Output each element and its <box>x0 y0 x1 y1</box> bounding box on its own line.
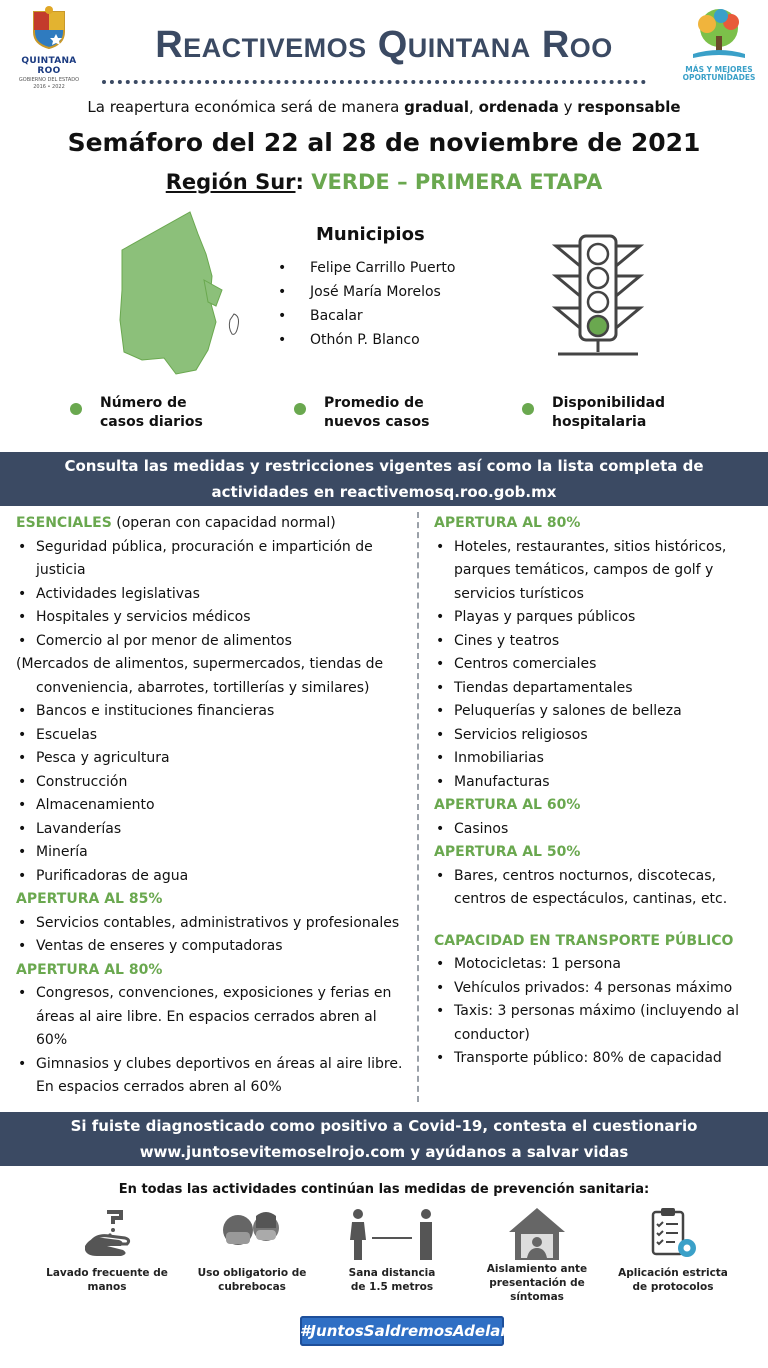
green-status-dot <box>294 403 306 415</box>
list-item <box>278 328 455 352</box>
indicator-label <box>100 394 203 432</box>
prevention-label <box>327 1266 457 1294</box>
section-apertura-80: APERTURA AL 80% <box>16 961 163 978</box>
section-title: ESENCIALES <box>16 515 112 531</box>
indicator-line: Disponibilidad <box>552 395 666 411</box>
list-item: • Almacenamiento <box>16 794 408 818</box>
municipio-name: José María Morelos <box>310 284 441 300</box>
right-column <box>434 512 764 1071</box>
list-item: • Transporte público: 80% de capacidad <box>434 1047 764 1071</box>
list-item: • Inmobiliarias <box>434 747 764 771</box>
section-apertura-80: APERTURA AL 80% <box>434 515 581 531</box>
banner-line: actividades en reactivemosq.roo.gob.mx <box>211 483 557 501</box>
list-item: • Construcción <box>16 771 408 795</box>
spacer <box>434 912 764 930</box>
home-isolation-icon <box>507 1206 567 1262</box>
logo-left-sub: GOBIERNO DEL ESTADO <box>18 77 80 83</box>
hashtag-badge: #JuntosSaldremosAdelante <box>300 1316 504 1346</box>
municipios-title: Municipios <box>316 224 425 245</box>
bullet: • <box>278 260 287 276</box>
list-item: • Purificadoras de agua <box>16 865 408 889</box>
face-mask-icon <box>218 1206 286 1262</box>
municipio-name: Felipe Carrillo Puerto <box>310 260 456 276</box>
region-status-line <box>0 170 768 194</box>
list-item: • Manufacturas <box>434 771 764 795</box>
list-item: • Centros comerciales <box>434 653 764 677</box>
page-title: Reactivemos Quintana Roo <box>155 24 613 66</box>
social-distance-icon <box>344 1206 440 1262</box>
indicator-line: casos diarios <box>100 414 203 430</box>
list-item: • Gimnasios y clubes deportivos en áreas al aire libre. En espacios cerrados abren al 60% <box>16 1053 408 1100</box>
label-line: cubrebocas <box>218 1281 286 1293</box>
logo-right-line2: OPORTUNIDADES <box>682 73 756 82</box>
prevention-label <box>608 1266 738 1294</box>
subtitle-word-gradual: gradual <box>404 98 470 116</box>
prevention-distance <box>327 1206 457 1294</box>
list-item: • Escuelas <box>16 724 408 748</box>
list-item: • Bancos e instituciones financieras <box>16 700 408 724</box>
label-line: de protocolos <box>632 1281 714 1293</box>
label-line: Aplicación estricta <box>618 1267 728 1279</box>
municipios-list <box>278 256 455 352</box>
tree-icon <box>687 6 751 62</box>
oportunidades-logo <box>680 6 758 86</box>
indicator-label <box>552 394 665 432</box>
banner-line: www.juntosevitemoselrojo.com y ayúdanos a salvar vidas <box>139 1143 629 1161</box>
bullet: • <box>278 332 287 348</box>
municipio-name: Othón P. Blanco <box>310 332 420 348</box>
prevention-handwashing <box>42 1206 172 1294</box>
list-item: • Hospitales y servicios médicos <box>16 606 408 630</box>
indicator-line: Promedio de <box>324 395 424 411</box>
traffic-light-icon <box>548 232 648 362</box>
municipio-name: Bacalar <box>310 308 363 324</box>
indicator-line: Número de <box>100 395 187 411</box>
list-item <box>278 280 455 304</box>
label-line: Uso obligatorio de <box>197 1267 307 1279</box>
list-item: • Playas y parques públicos <box>434 606 764 630</box>
info-banner <box>0 452 768 506</box>
green-status-dot <box>522 403 534 415</box>
list-item: • Casinos <box>434 818 764 842</box>
section-esenciales <box>16 512 408 536</box>
list-item: • Hoteles, restaurantes, sitios históricos, parques temáticos, campos de golf y servicios turísticos <box>434 536 764 607</box>
region-map-icon <box>112 210 252 380</box>
bullet: • <box>278 284 287 300</box>
prevention-label <box>472 1262 602 1304</box>
region-status: VERDE – PRIMERA ETAPA <box>311 170 603 194</box>
subtitle-sep: , <box>469 98 479 116</box>
dotted-divider <box>102 80 646 84</box>
list-item <box>278 256 455 280</box>
region-name: Región Sur <box>165 170 296 194</box>
label-line: de 1.5 metros <box>350 1281 434 1293</box>
indicator-line: hospitalaria <box>552 414 647 430</box>
prevention-mask <box>187 1206 317 1294</box>
green-status-dot <box>70 403 82 415</box>
prevention-protocols <box>608 1206 738 1294</box>
list-item: • Servicios religiosos <box>434 724 764 748</box>
list-item: • Taxis: 3 personas máximo (incluyendo al conductor) <box>434 1000 764 1047</box>
label-line: presentación de <box>489 1277 585 1289</box>
subtitle-prefix: La reapertura económica será de manera <box>87 98 405 116</box>
prevention-title: En todas las actividades continúan las medidas de prevención sanitaria: <box>118 1182 650 1197</box>
indicator-line: nuevos casos <box>324 414 430 430</box>
list-item: • Servicios contables, administrativos y profesionales <box>16 912 408 936</box>
list-item: • Peluquerías y salones de belleza <box>434 700 764 724</box>
section-apertura-60: APERTURA AL 60% <box>434 797 581 813</box>
checklist-gear-icon <box>645 1206 701 1262</box>
semaforo-dates-title: Semáforo del 22 al 28 de noviembre de 2021 <box>67 128 701 157</box>
section-apertura-85: APERTURA AL 85% <box>16 891 163 907</box>
prevention-label <box>187 1266 317 1294</box>
reopening-subtitle <box>0 98 768 116</box>
list-item: • Pesca y agricultura <box>16 747 408 771</box>
list-item: • Ventas de enseres y computadoras <box>16 935 408 959</box>
subtitle-sep: y <box>558 98 578 116</box>
list-item: • Tiendas departamentales <box>434 677 764 701</box>
label-line: síntomas <box>510 1291 564 1303</box>
column-divider <box>417 512 419 1102</box>
list-item: • Actividades legislativas <box>16 583 408 607</box>
left-column <box>16 512 408 1100</box>
region-colon: : <box>295 170 312 194</box>
label-line: Sana distancia <box>348 1267 436 1279</box>
list-item: • Congresos, convenciones, exposiciones y ferias en áreas al aire libre. En espacios cerrados abren al 60% <box>16 982 408 1053</box>
subtitle-word-responsable: responsable <box>577 98 681 116</box>
parenthetical-note: (Mercados de alimentos, supermercados, tiendas de <box>16 656 384 672</box>
subtitle-word-ordenada: ordenada <box>478 98 559 116</box>
list-item: • Cines y teatros <box>434 630 764 654</box>
banner-line: Si fuiste diagnosticado como positivo a Covid-19, contesta el cuestionario <box>70 1117 698 1135</box>
list-item <box>278 304 455 328</box>
list-item: • Lavanderías <box>16 818 408 842</box>
label-line: Lavado frecuente de <box>46 1267 168 1279</box>
bullet: • <box>278 308 287 324</box>
logo-left-years: 2016 • 2022 <box>33 84 65 90</box>
list-item: • Minería <box>16 841 408 865</box>
covid-questionnaire-banner <box>0 1112 768 1166</box>
indicator-label <box>324 394 429 432</box>
list-item: • Motocicletas: 1 persona <box>434 953 764 977</box>
logo-left-caption: QUINTANA ROO <box>21 56 77 76</box>
list-item: • Seguridad pública, procuración e impartición de justicia <box>16 536 408 583</box>
list-item: • Vehículos privados: 4 personas máximo <box>434 977 764 1001</box>
section-transporte: CAPACIDAD EN TRANSPORTE PÚBLICO <box>434 932 734 949</box>
banner-line: Consulta las medidas y restricciones vigentes así como la lista completa de <box>64 457 704 475</box>
prevention-label <box>42 1266 172 1294</box>
label-line: manos <box>87 1281 127 1293</box>
handwashing-icon <box>77 1206 137 1262</box>
logo-right-line1: MÁS Y MEJORES <box>685 65 753 74</box>
section-note: (operan con capacidad normal) <box>111 515 336 531</box>
parenthetical-note: conveniencia, abarrotes, tortillerías y similares) <box>36 679 370 696</box>
prevention-isolation <box>472 1206 602 1304</box>
list-item: • Bares, centros nocturnos, discotecas, centros de espectáculos, cantinas, etc. <box>434 865 764 912</box>
section-apertura-50: APERTURA AL 50% <box>434 844 581 860</box>
list-item: • Comercio al por menor de alimentos <box>16 630 408 654</box>
label-line: Aislamiento ante <box>486 1263 588 1275</box>
